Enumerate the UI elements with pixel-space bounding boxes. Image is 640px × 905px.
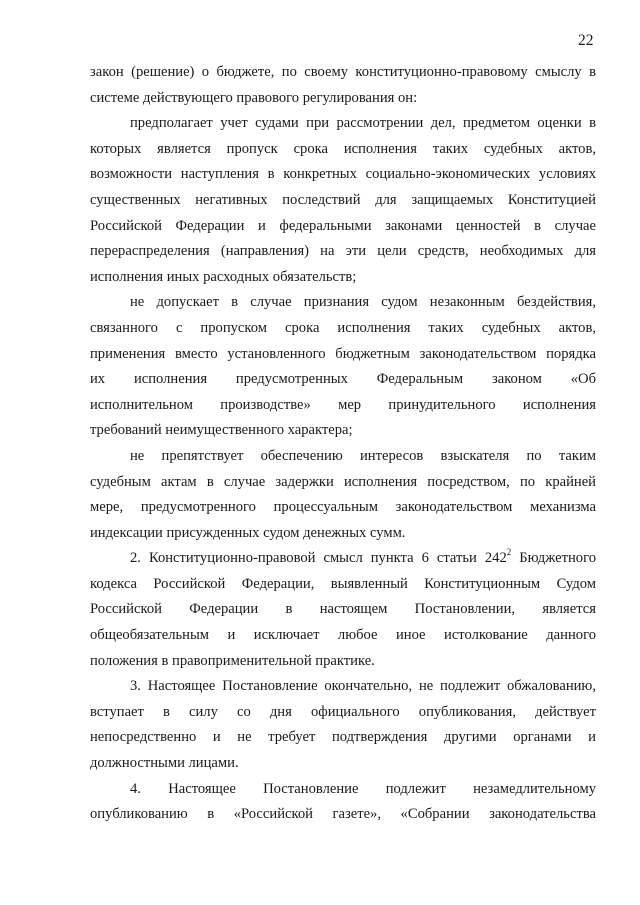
text-line: судебным актам в случае задержки исполнения посредством, по крайней <box>90 473 596 490</box>
text-line: предполагает учет судами при рассмотрении дел, предметом оценки в <box>130 115 596 132</box>
text-line: мере, предусмотренного процессуальным законодательством механизма <box>90 499 596 516</box>
text-line: их исполнения предусмотренных Федеральным законом «Об <box>90 371 596 388</box>
superscript: 2 <box>506 547 512 558</box>
text-line: кодекса Российской Федерации, выявленный Конституционным Судом <box>90 575 596 592</box>
text-line: закон (решение) о бюджете, по своему конституционно-правовому смыслу в <box>90 64 596 80</box>
text-line: исполнительном производстве» мер принудительного исполнения <box>90 396 596 413</box>
text-line: общеобязательным и исключает любое иное истолкование данного <box>90 627 596 644</box>
text-line: должностными лицами. <box>90 755 239 772</box>
document-body <box>90 60 596 828</box>
paragraph <box>90 674 596 776</box>
text-line: применения вместо установленного бюджетным законодательством порядка <box>90 345 596 362</box>
paragraph <box>90 546 596 674</box>
text-line: не допускает в случае признания судом незаконным бездействия, <box>130 294 596 311</box>
text-line: Российской Федерации в настоящем Постановлении, является <box>90 601 596 618</box>
text-line: 2. Конституционно-правовой смысл пункта 6 статьи $242^2$ Бюджетного <box>130 547 596 567</box>
paragraph <box>90 111 596 290</box>
text-line: исполнения иных расходных обязательств; <box>90 268 357 285</box>
text-line: не препятствует обеспечению интересов взыскателя по таким <box>130 447 596 464</box>
text-line: индексации присужденных судом денежных сумм. <box>90 524 406 541</box>
text-line: положения в правоприменительной практике. <box>90 652 375 669</box>
paragraph <box>90 290 596 444</box>
text-line: 4. Настоящее Постановление подлежит незамедлительному <box>130 780 596 797</box>
paragraph <box>90 444 596 546</box>
text-line: требований неимущественного характера; <box>90 422 353 439</box>
text-line: которых является пропуск срока исполнения таких судебных актов, <box>90 140 596 157</box>
text-line: непосредственно и не требует подтверждения другими органами и <box>90 729 596 746</box>
text-line: Российской Федерации и федеральными законами ценностей в случае <box>90 217 596 234</box>
text-line: существенных негативных последствий для защищаемых Конституцией <box>90 191 596 208</box>
paragraph <box>90 777 596 828</box>
text-line: связанного с пропуском срока исполнения таких судебных актов, <box>90 319 596 336</box>
text-line: системе действующего правового регулирования он: <box>90 89 418 106</box>
text-line: возможности наступления в конкретных социально-экономических условиях <box>90 166 596 183</box>
page-number: 22 <box>578 32 594 49</box>
text-line: опубликованию в «Российской газете», «Собрании законодательства <box>90 806 596 823</box>
text-line: 3. Настоящее Постановление окончательно, не подлежит обжалованию, <box>130 678 596 695</box>
paragraph <box>90 60 596 111</box>
text-line: перераспределения (направления) на эти цели средств, необходимых для <box>90 243 596 260</box>
text-line: вступает в силу со дня официального опубликования, действует <box>90 703 596 720</box>
